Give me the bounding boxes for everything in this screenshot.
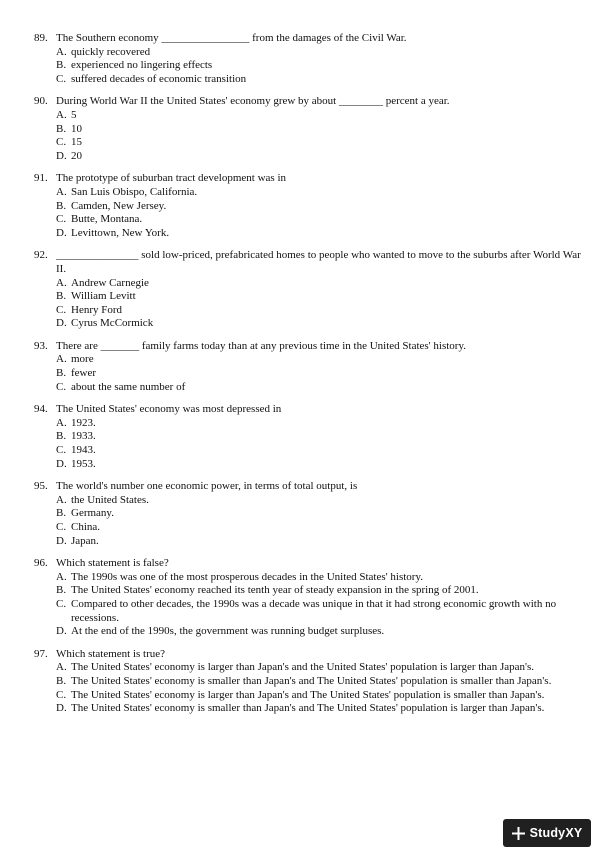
option-text: Camden, New Jersey. [71, 199, 167, 212]
answer-option [56, 59, 582, 73]
option-text: 10 [71, 122, 82, 135]
option-text: Cyrus McCormick [71, 317, 154, 330]
option-letter: C. [56, 688, 67, 701]
question-text: The prototype of suburban tract development was in [56, 172, 287, 185]
option-letter: C. [56, 303, 67, 316]
answer-option [56, 186, 582, 200]
option-text: The United States' economy is smaller than Japan's and The United States' population is smaller than Japan's. [71, 674, 552, 687]
option-letter: A. [56, 353, 67, 366]
option-letter: A. [56, 570, 67, 583]
option-text: The United States' economy is smaller than Japan's and The United States' population is larger than Japan's. [71, 702, 545, 715]
option-text: fewer [71, 367, 97, 380]
answer-option [56, 213, 582, 227]
answer-option [56, 317, 582, 331]
option-text: At the end of the 1990s, the government was running budget surpluses. [71, 625, 385, 638]
answer-option [56, 381, 582, 395]
option-text: Japan. [71, 534, 99, 547]
option-letter: D. [56, 702, 67, 715]
option-text: quickly recovered [71, 45, 151, 58]
answer-option [56, 598, 582, 625]
option-letter: B. [56, 674, 67, 687]
question-list [34, 32, 582, 725]
studyxy-logo [503, 819, 591, 847]
option-list [34, 494, 582, 548]
option-text: Compared to other decades, the 1990s was a decade was unique in that it had strong economic growth with no recessions. [71, 597, 557, 624]
option-text: 1933. [71, 430, 96, 443]
answer-option [56, 430, 582, 444]
question-number: 97. [34, 647, 48, 660]
option-text: 20 [71, 149, 82, 162]
question-stem [34, 480, 582, 494]
answer-option [56, 136, 582, 150]
option-list [34, 571, 582, 639]
option-letter: A. [56, 276, 67, 289]
answer-option [56, 507, 582, 521]
question-stem [34, 95, 582, 109]
plus-icon [512, 827, 525, 840]
option-letter: C. [56, 521, 67, 533]
question-number: 93. [34, 339, 48, 352]
question-number: 91. [34, 172, 48, 185]
question-stem [34, 648, 582, 662]
answer-option [56, 661, 582, 675]
answer-option [56, 494, 582, 508]
question-text: Which statement is true? [56, 647, 166, 660]
answer-option [56, 150, 582, 164]
option-text: suffered decades of economic transition [71, 72, 247, 85]
option-letter: B. [56, 59, 67, 72]
option-letter: C. [56, 72, 67, 85]
option-text: William Levitt [71, 290, 136, 303]
answer-option [56, 46, 582, 60]
question-number: 90. [34, 95, 48, 108]
option-letter: D. [56, 625, 67, 638]
option-text: Henry Ford [71, 303, 123, 316]
answer-option [56, 73, 582, 87]
option-list [34, 186, 582, 240]
option-list [34, 353, 582, 394]
option-text: Levittown, New York. [71, 226, 170, 239]
option-text: The 1990s was one of the most prosperous decades in the United States' history. [71, 570, 423, 583]
option-letter: C. [56, 213, 67, 226]
question-93 [34, 340, 582, 394]
question-text: Which statement is false? [56, 557, 169, 570]
option-list [34, 277, 582, 331]
question-stem [34, 340, 582, 354]
question-stem [34, 403, 582, 417]
option-letter: C. [56, 380, 67, 393]
question-stem [34, 32, 582, 46]
question-number: 95. [34, 480, 48, 493]
logo-text: StudyXY [529, 826, 583, 840]
option-text: 1953. [71, 457, 96, 470]
question-stem [34, 172, 582, 186]
option-text: 1943. [71, 444, 96, 457]
question-text: The United States' economy was most depressed in [56, 403, 282, 416]
option-letter: D. [56, 149, 67, 162]
option-text: The United States' economy is larger than Japan's and The United States' population is smaller than Japan's. [71, 688, 545, 701]
option-letter: A. [56, 493, 67, 506]
option-list [34, 109, 582, 163]
question-stem [34, 557, 582, 571]
option-letter: B. [56, 290, 67, 303]
option-letter: A. [56, 108, 67, 121]
answer-option [56, 702, 582, 716]
option-text: The United States' economy reached its tenth year of steady expansion in the spring of 2001. [71, 584, 479, 597]
option-text: the United States. [71, 493, 149, 506]
option-letter: D. [56, 317, 67, 330]
question-89 [34, 32, 582, 86]
answer-option [56, 521, 582, 535]
option-text: about the same number of [71, 380, 186, 393]
answer-option [56, 458, 582, 472]
option-letter: C. [56, 444, 67, 457]
answer-option [56, 584, 582, 598]
answer-option [56, 535, 582, 549]
question-number: 89. [34, 32, 48, 44]
option-letter: A. [56, 185, 67, 198]
answer-option [56, 571, 582, 585]
answer-option [56, 625, 582, 639]
answer-option [56, 444, 582, 458]
question-90 [34, 95, 582, 163]
option-letter: D. [56, 534, 67, 547]
question-96 [34, 557, 582, 639]
answer-option [56, 123, 582, 137]
question-text: The world's number one economic power, in terms of total output, is [56, 480, 358, 493]
option-letter: C. [56, 136, 67, 149]
option-text: 5 [71, 108, 77, 121]
option-list [34, 417, 582, 471]
question-text: During World War II the United States' economy grew by about ________ percent a year. [56, 95, 450, 108]
answer-option [56, 277, 582, 291]
option-letter: B. [56, 430, 67, 443]
option-letter: B. [56, 199, 67, 212]
question-text: The Southern economy ________________ from the damages of the Civil War. [56, 32, 407, 44]
answer-option [56, 689, 582, 703]
option-letter: D. [56, 457, 67, 470]
option-letter: B. [56, 507, 67, 520]
answer-option [56, 675, 582, 689]
answer-option [56, 353, 582, 367]
option-letter: C. [56, 597, 67, 610]
option-text: experienced no lingering effects [71, 59, 213, 72]
answer-option [56, 109, 582, 123]
option-text: San Luis Obispo, California. [71, 185, 198, 198]
option-text: Germany. [71, 507, 114, 520]
question-95 [34, 480, 582, 548]
answer-option [56, 227, 582, 241]
answer-option [56, 367, 582, 381]
question-number: 96. [34, 557, 48, 570]
option-text: Andrew Carnegie [71, 276, 149, 289]
answer-option [56, 200, 582, 214]
answer-option [56, 290, 582, 304]
answer-option [56, 417, 582, 431]
option-text: 1923. [71, 416, 96, 429]
question-97 [34, 648, 582, 716]
question-92 [34, 249, 582, 331]
option-letter: A. [56, 45, 67, 58]
question-91 [34, 172, 582, 240]
option-text: Butte, Montana. [71, 213, 143, 226]
option-list [34, 661, 582, 715]
option-letter: B. [56, 367, 67, 380]
answer-option [56, 304, 582, 318]
question-94 [34, 403, 582, 471]
option-letter: B. [56, 584, 67, 597]
option-letter: B. [56, 122, 67, 135]
option-list [34, 46, 582, 87]
option-text: 15 [71, 136, 82, 149]
option-text: more [71, 353, 94, 366]
option-text: China. [71, 521, 101, 533]
question-stem [34, 249, 582, 276]
question-text: _______________ sold low-priced, prefabricated homes to people who wanted to move to the suburbs after World War II. [56, 249, 581, 275]
option-text: The United States' economy is larger than Japan's and the United States' population is larger than Japan's. [71, 661, 534, 674]
question-number: 94. [34, 403, 48, 416]
question-text: There are _______ family farms today than at any previous time in the United States' history. [56, 339, 466, 352]
option-letter: A. [56, 661, 67, 674]
option-letter: A. [56, 416, 67, 429]
question-number: 92. [34, 249, 48, 262]
option-letter: D. [56, 226, 67, 239]
